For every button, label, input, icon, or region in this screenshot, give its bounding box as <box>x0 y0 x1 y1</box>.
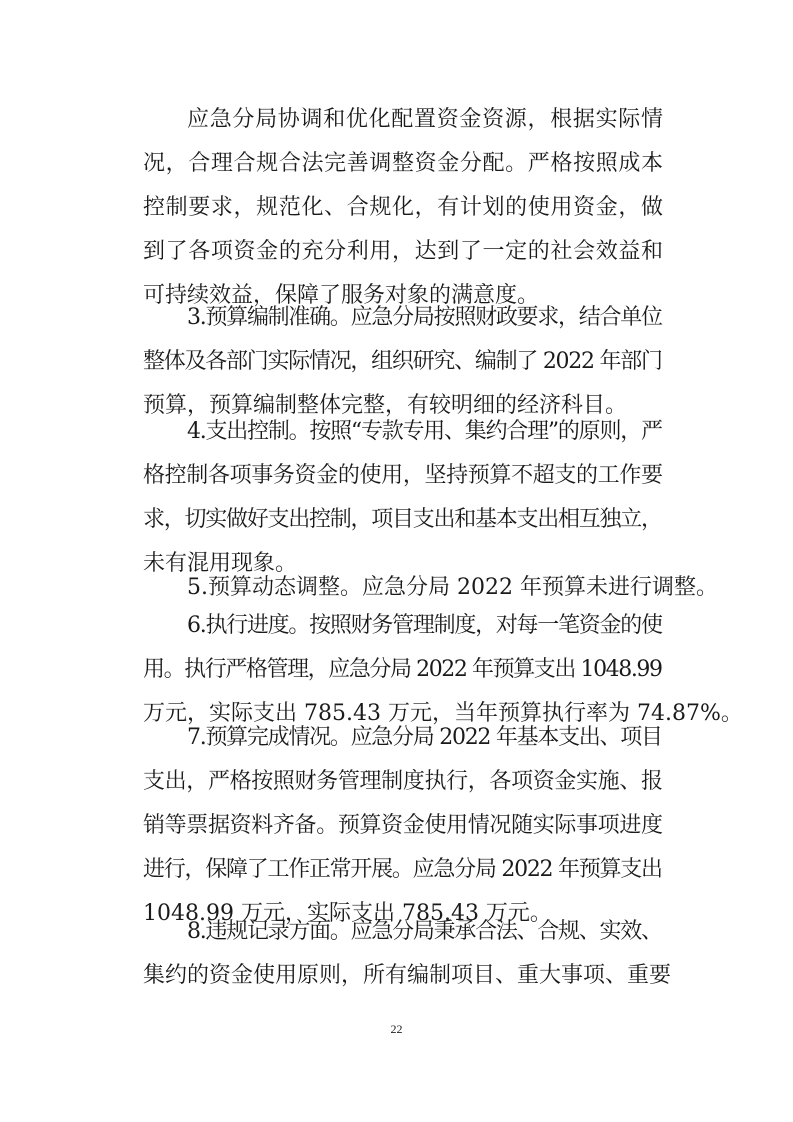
text-line: 8.违规记录方面。应急分局秉承合法、合规、实效、 <box>187 919 662 944</box>
text-line: 格控制各项事务资金的使用，坚持预算不超支的工作要 <box>143 463 663 488</box>
paragraph-violation-records <box>143 910 672 998</box>
text-line: 1048.99 万元，实际支出 785.43 万元。 <box>143 901 552 926</box>
text-line: 进行，保障了工作正常开展。应急分局 2022 年预算支出 <box>143 857 662 882</box>
text-line: 应急分局协调和优化配置资金资源，根据实际情 <box>187 107 664 132</box>
text-line: 支出，严格按照财务管理制度执行，各项资金实施、报 <box>143 769 663 794</box>
page-number: 22 <box>390 1022 403 1036</box>
text-line: 用。执行严格管理，应急分局 2022 年预算支出 1048.99 <box>143 657 662 682</box>
text-line: 6.执行进度。按照财务管理制度，对每一笔资金的使 <box>187 613 662 638</box>
paragraph-budget-completion <box>143 716 663 936</box>
text-line: 控制要求，规范化、合规化，有计划的使用资金，做 <box>143 195 664 220</box>
paragraph-fund-allocation <box>143 98 663 318</box>
text-line: 4.支出控制。按照“专款专用、集约合理”的原则，严 <box>187 419 662 444</box>
text-line: 到了各项资金的充分利用，达到了一定的社会效益和 <box>143 239 664 264</box>
text-line: 7.预算完成情况。应急分局 2022 年基本支出、项目 <box>187 725 662 750</box>
text-line: 未有混用现象。 <box>143 551 298 576</box>
text-line: 可持续效益，保障了服务对象的满意度。 <box>143 283 540 308</box>
text-line: 3.预算编制准确。应急分局按照财政要求，结合单位 <box>187 305 662 330</box>
paragraph-budget-preparation <box>143 296 663 428</box>
text-line: 预算，预算编制整体完整，有较明细的经济科目。 <box>143 393 628 418</box>
text-line: 5.预算动态调整。应急分局 2022 年预算未进行调整。 <box>187 575 718 600</box>
text-line: 集约的资金使用原则，所有编制项目、重大事项、重要 <box>143 963 672 988</box>
text-line: 况，合理合规合法完善调整资金分配。严格按照成本 <box>143 151 664 176</box>
text-line: 整体及各部门实际情况，组织研究、编制了 2022 年部门 <box>143 349 662 374</box>
text-line: 销等票据资料齐备。预算资金使用情况随实际事项进度 <box>143 813 663 838</box>
paragraph-expenditure-control <box>143 410 663 586</box>
text-line: 万元，实际支出 785.43 万元，当年预算执行率为 74.87%。 <box>143 701 743 726</box>
text-line: 求，切实做好支出控制，项目支出和基本支出相互独立， <box>143 507 662 532</box>
